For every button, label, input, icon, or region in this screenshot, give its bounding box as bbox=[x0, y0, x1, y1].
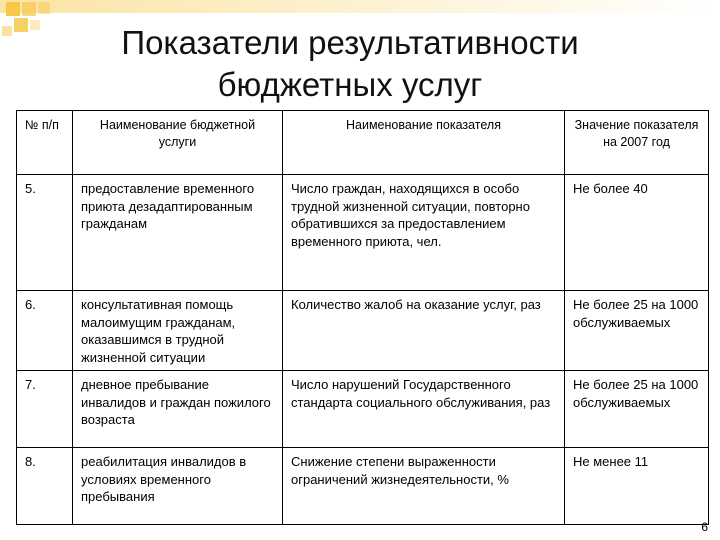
header-service-name: Наименование бюджетной услуги bbox=[73, 111, 283, 175]
indicator-cell: Количество жалоб на оказание услуг, раз bbox=[283, 291, 565, 371]
table-header-row bbox=[17, 111, 709, 175]
header-indicator-value: Значение показателя на 2007 год bbox=[565, 111, 709, 175]
indicator-cell: Снижение степени выраженности ограничений жизнедеятельности, % bbox=[283, 448, 565, 525]
row-number: 8. bbox=[17, 448, 73, 525]
service-cell: предоставление временного приюта дезадаптированным гражданам bbox=[73, 175, 283, 291]
page-number: 6 bbox=[701, 520, 708, 534]
value-cell: Не более 25 на 1000 обслуживаемых bbox=[565, 291, 709, 371]
service-cell: реабилитация инвалидов в условиях временного пребывания bbox=[73, 448, 283, 525]
title-line-2: бюджетных услуг bbox=[217, 66, 483, 103]
indicators-table bbox=[16, 110, 709, 525]
value-cell: Не более 40 bbox=[565, 175, 709, 291]
table-row bbox=[17, 291, 709, 371]
value-cell: Не менее 11 bbox=[565, 448, 709, 525]
indicator-cell: Число нарушений Государственного стандарта социального обслуживания, раз bbox=[283, 371, 565, 448]
slide-title bbox=[100, 22, 600, 106]
header-indicator-name: Наименование показателя bbox=[283, 111, 565, 175]
value-cell: Не более 25 на 1000 обслуживаемых bbox=[565, 371, 709, 448]
row-number: 6. bbox=[17, 291, 73, 371]
header-number: № п/п bbox=[17, 111, 73, 175]
row-number: 7. bbox=[17, 371, 73, 448]
service-cell: дневное пребывание инвалидов и граждан пожилого возраста bbox=[73, 371, 283, 448]
table-row bbox=[17, 175, 709, 291]
service-cell: консультативная помощь малоимущим гражданам, оказавшимся в трудной жизненной ситуации bbox=[73, 291, 283, 371]
indicators-table-container bbox=[16, 110, 708, 524]
row-number: 5. bbox=[17, 175, 73, 291]
table-row bbox=[17, 371, 709, 448]
title-line-1: Показатели результативности bbox=[121, 24, 579, 61]
table-row bbox=[17, 448, 709, 525]
indicator-cell: Число граждан, находящихся в особо трудной жизненной ситуации, повторно обратившихся за предоставлением временного приюта, чел. bbox=[283, 175, 565, 291]
